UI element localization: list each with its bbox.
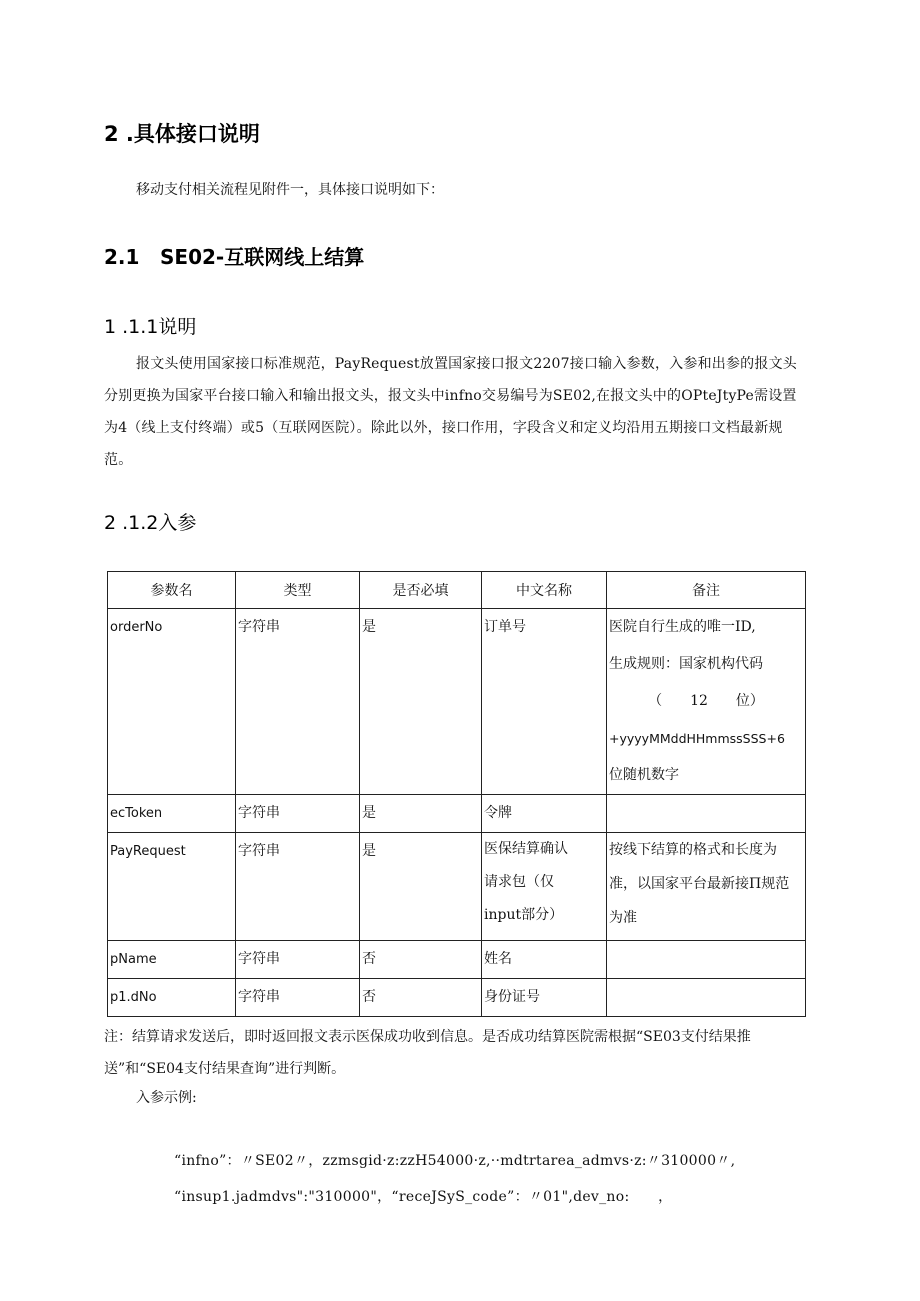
- param-cn-name: 身份证号: [482, 979, 607, 1017]
- params-table: [107, 571, 806, 1017]
- param-name: orderNo: [108, 609, 236, 795]
- param-type: 字符串: [236, 609, 360, 795]
- param-type: 字符串: [236, 833, 360, 941]
- col-header-note: 备注: [607, 572, 806, 609]
- heading-params: 2 .1.2入参: [104, 512, 197, 534]
- subsection-title: [104, 241, 364, 270]
- subsection-name: SE02-互联网线上结算: [160, 245, 365, 269]
- param-note: [607, 941, 806, 979]
- param-cn-name: 订单号: [482, 609, 607, 795]
- heading-explain: 1 .1.1说明: [104, 316, 197, 338]
- table-row: [108, 795, 806, 833]
- param-cn-name: 令牌: [482, 795, 607, 833]
- col-header-cn-name: 中文名称: [482, 572, 607, 609]
- col-header-name: 参数名: [108, 572, 236, 609]
- example-code-line: “insup1.jadmdvs":"310000"，“receJSyS_code”：〃01",dev_no: ，: [174, 1189, 673, 1205]
- param-required: 否: [360, 941, 482, 979]
- param-type: 字符串: [236, 795, 360, 833]
- param-name: p1.dNo: [108, 979, 236, 1017]
- cn-name-line: input部分）: [484, 907, 564, 923]
- note-line: 为准: [609, 910, 637, 926]
- example-code-line: “infno”：〃SE02〃，zzmsgid·z:zzH54000·z,··mdtrtarea_admvs·z:〃310000〃,: [174, 1153, 736, 1169]
- note-line: （ 12 位）: [648, 693, 764, 709]
- subsection-number: 2.1: [104, 245, 140, 269]
- param-name: pName: [108, 941, 236, 979]
- param-type: 字符串: [236, 941, 360, 979]
- table-row: [108, 941, 806, 979]
- param-name: PayRequest: [108, 833, 236, 941]
- param-name: ecToken: [108, 795, 236, 833]
- section-title: 2 .具体接口说明: [104, 122, 260, 146]
- param-note: [607, 609, 806, 795]
- col-header-type: 类型: [236, 572, 360, 609]
- note-line: 准，以国家平台最新接Π规范: [609, 876, 790, 892]
- cn-name-line: 请求包（仅: [484, 874, 554, 890]
- table-header-row: [108, 572, 806, 609]
- note-line: 位随机数字: [609, 767, 679, 783]
- settlement-note: 注：结算请求发送后，即时返回报文表示医保成功收到信息。是否成功结算医院需根据“SE03支付结果推送”和“SE04支付结果查询”进行判断。: [104, 1029, 751, 1077]
- param-required: 是: [360, 795, 482, 833]
- param-type: 字符串: [236, 979, 360, 1017]
- note-line: 按线下结算的格式和长度为: [609, 842, 777, 858]
- explain-paragraph: 报文头使用国家接口标准规范，PayRequest放置国家接口报文2207接口输入参数，入参和出参的报文头分别更换为国家平台接口输入和输出报文头，报文头中infno交易编号为SE02,在报文头中的OPteJtyPe需设置为4（线上支付终端）或5（互联网医院）。除此以外，接口作用，字段含义和定义均沿用五期接口文档最新规范。: [104, 356, 797, 468]
- table-row: [108, 979, 806, 1017]
- param-note: [607, 833, 806, 941]
- param-cn-name: 姓名: [482, 941, 607, 979]
- param-required: 是: [360, 609, 482, 795]
- param-note: [607, 979, 806, 1017]
- example-label: 入参示例:: [136, 1090, 197, 1106]
- note-line: 医院自行生成的唯一ID,: [609, 619, 756, 635]
- param-note: [607, 795, 806, 833]
- table-row: [108, 833, 806, 941]
- param-required: 否: [360, 979, 482, 1017]
- cn-name-line: 医保结算确认: [484, 841, 568, 857]
- col-header-required: 是否必填: [360, 572, 482, 609]
- note-line: +yyyyMMddHHmmssSSS+6: [609, 731, 785, 746]
- table-row: [108, 609, 806, 795]
- note-line: 生成规则：国家机构代码: [609, 656, 763, 672]
- param-cn-name: [482, 833, 607, 941]
- param-required: 是: [360, 833, 482, 941]
- intro-text: 移动支付相关流程见附件一，具体接口说明如下：: [136, 182, 444, 198]
